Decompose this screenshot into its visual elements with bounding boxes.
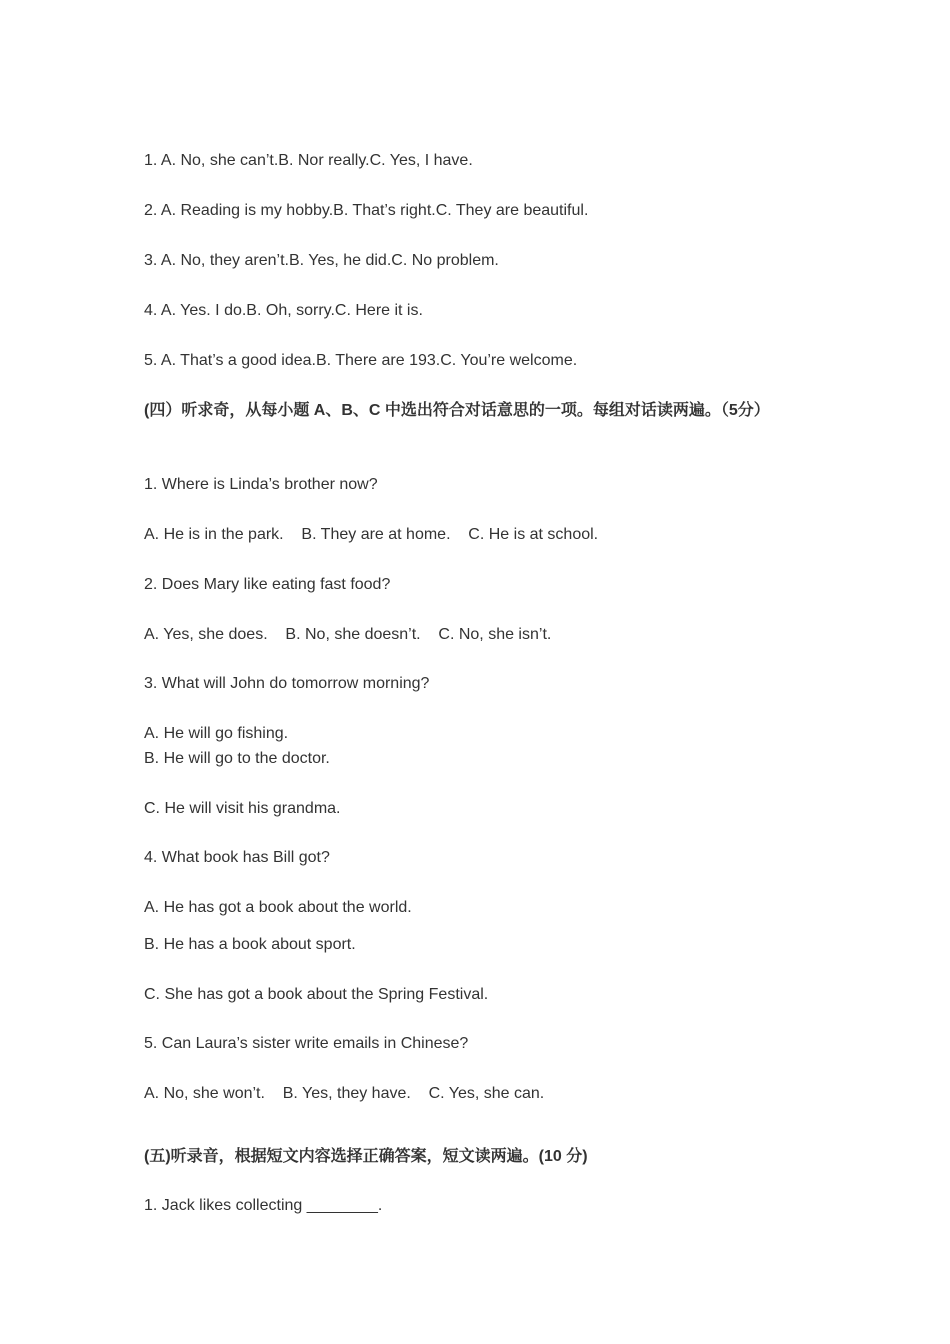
- section4-question-2: 2. Does Mary like eating fast food?: [144, 576, 391, 593]
- section3-answer-1: 1. A. No, she can’t.B. Nor really.C. Yes, I have.: [144, 152, 473, 169]
- section3-answer-5: 5. A. That’s a good idea.B. There are 193.C. You’re welcome.: [144, 352, 578, 369]
- section4-question-3-option-b: B. He will go to the doctor.: [144, 750, 330, 767]
- section4-question-4-option-a: A. He has got a book about the world.: [144, 899, 412, 916]
- section3-answer-2: 2. A. Reading is my hobby.B. That’s right.C. They are beautiful.: [144, 202, 589, 219]
- section4-heading: (四）听求奇，从每小题 A、B、C 中选出符合对话意思的一项。每组对话读两遍。（5分）: [144, 402, 770, 419]
- section3-answer-4: 4. A. Yes. I do.B. Oh, sorry.C. Here it is.: [144, 302, 423, 319]
- section4-question-1: 1. Where is Linda’s brother now?: [144, 476, 378, 493]
- section5-heading: (五)听录音，根据短文内容选择正确答案，短文读两遍。(10 分): [144, 1148, 588, 1165]
- section4-question-4-option-c: C. She has got a book about the Spring Festival.: [144, 986, 489, 1003]
- section4-question-3: 3. What will John do tomorrow morning?: [144, 675, 430, 692]
- section4-question-4-option-b: B. He has a book about sport.: [144, 936, 356, 953]
- section4-question-5: 5. Can Laura’s sister write emails in Chinese?: [144, 1035, 469, 1052]
- section4-question-2-options: A. Yes, she does. B. No, she doesn’t. C. No, she isn’t.: [144, 626, 552, 643]
- section4-question-3-option-c: C. He will visit his grandma.: [144, 800, 341, 817]
- section4-question-4: 4. What book has Bill got?: [144, 849, 330, 866]
- section4-question-5-options: A. No, she won’t. B. Yes, they have. C. Yes, she can.: [144, 1085, 545, 1102]
- section3-answer-3: 3. A. No, they aren’t.B. Yes, he did.C. No problem.: [144, 252, 499, 269]
- section4-question-1-options: A. He is in the park. B. They are at home. C. He is at school.: [144, 526, 599, 543]
- section4-question-3-option-a: A. He will go fishing.: [144, 725, 289, 742]
- section5-question-1: 1. Jack likes collecting ________.: [144, 1197, 383, 1214]
